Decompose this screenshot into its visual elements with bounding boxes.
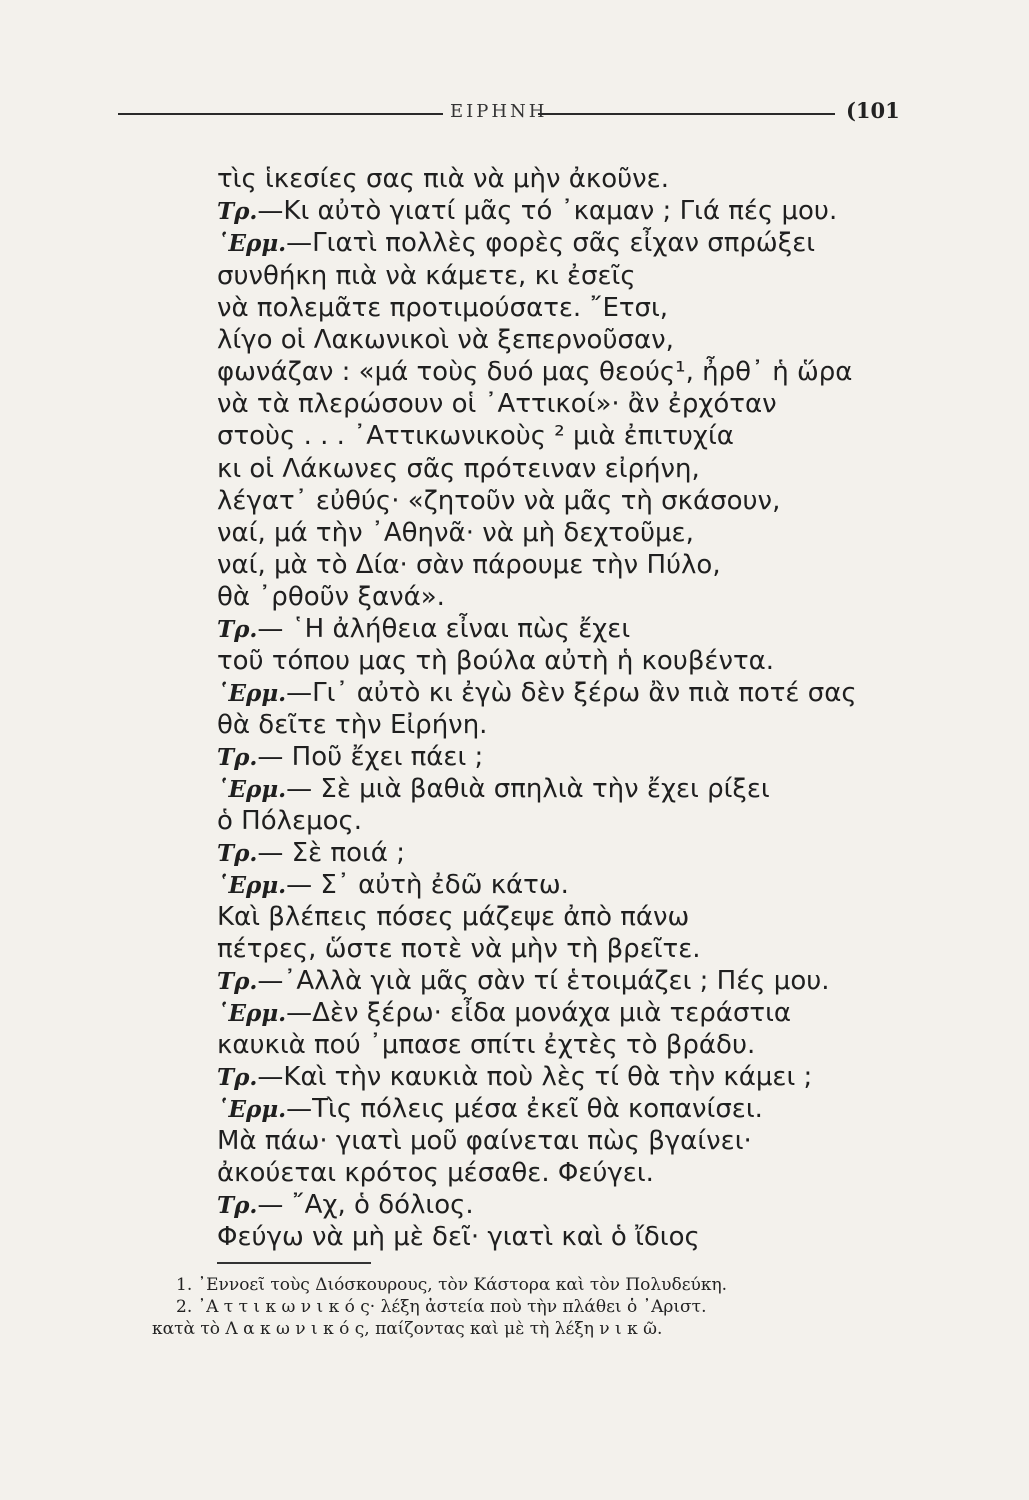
speaker-label: ῾Ερμ. bbox=[217, 1096, 287, 1123]
text-line bbox=[217, 870, 569, 901]
line-text: Καὶ βλέπεις πόσες μάζεψε ἀπὸ πάνω bbox=[217, 902, 690, 932]
line-text: πέτρες, ὥστε ποτὲ νὰ μὴν τὴ βρεῖτε. bbox=[217, 934, 701, 964]
text-line bbox=[217, 454, 700, 485]
line-text: — Ποῦ ἔχει πάει ; bbox=[257, 742, 484, 772]
text-line bbox=[217, 1094, 763, 1125]
line-text: ὁ Πόλεμος. bbox=[217, 806, 363, 836]
speaker-label: Τρ. bbox=[217, 744, 258, 771]
line-text: φωνάζαν : «μά τοὺς δυό μας θεούς¹, ἦρθ᾿ ἡ ὥρα bbox=[217, 357, 853, 387]
speaker-label: Τρ. bbox=[217, 840, 258, 867]
speaker-label: Τρ. bbox=[217, 616, 258, 643]
footnote-rule bbox=[217, 1262, 371, 1264]
line-text: στοὺς . . . ᾿Αττικωνικοὺς ² μιὰ ἐπιτυχία bbox=[217, 421, 734, 451]
line-text: θὰ δεῖτε τὴν Εἰρήνη. bbox=[217, 710, 488, 740]
text-line bbox=[217, 934, 701, 965]
speaker-label: ῾Ερμ. bbox=[217, 230, 287, 257]
line-text: ἀκούεται κρότος μέσαθε. Φεύγει. bbox=[217, 1158, 654, 1188]
text-line bbox=[217, 261, 636, 292]
text-line bbox=[217, 389, 777, 420]
text-line bbox=[217, 1158, 654, 1189]
footnote-2: 2. ᾿Α τ τ ι κ ω ν ι κ ό ς· λέξη ἀστεία ποὺ τὴν πλάθει ὁ ᾿Αριστ. bbox=[176, 1297, 707, 1317]
line-text: — Σ᾿ αὐτὴ ἐδῶ κάτω. bbox=[286, 870, 569, 900]
line-text: λέγατ᾿ εὐθύς· «ζητοῦν νὰ μᾶς τὴ σκάσουν, bbox=[217, 486, 781, 516]
text-line bbox=[217, 998, 791, 1029]
line-text: —Δὲν ξέρω· εἶδα μονάχα μιὰ τεράστια bbox=[286, 998, 792, 1028]
text-line bbox=[217, 518, 694, 549]
line-text: —Καὶ τὴν καυκιὰ ποὺ λὲς τί θὰ τὴν κάμει ; bbox=[257, 1062, 813, 1092]
running-title: ΕΙΡΗΝΗ bbox=[450, 101, 548, 122]
line-text: ναί, μὰ τὸ Δία· σὰν πάρουμε τὴν Πύλο, bbox=[217, 550, 721, 580]
line-text: νὰ τὰ πλερώσουν οἱ ᾿Αττικοί»· ἂν ἐρχόταν bbox=[217, 389, 777, 419]
speaker-label: ῾Ερμ. bbox=[217, 776, 287, 803]
line-text: — ῾Η ἀλήθεια εἶναι πὼς ἔχει bbox=[257, 614, 631, 644]
line-text: νὰ πολεμᾶτε προτιμούσατε. ῎Ετσι, bbox=[217, 293, 669, 323]
line-text: —Κι αὐτὸ γιατί μᾶς τό ᾿καμαν ; Γιά πές μου. bbox=[257, 196, 838, 226]
text-line bbox=[217, 1030, 755, 1061]
speaker-label: ῾Ερμ. bbox=[217, 680, 287, 707]
text-line bbox=[217, 678, 857, 709]
line-text: — Σὲ μιὰ βαθιὰ σπηλιὰ τὴν ἔχει ρίξει bbox=[286, 774, 770, 804]
line-text: —Γιατὶ πολλὲς φορὲς σᾶς εἶχαν σπρώξει bbox=[286, 228, 816, 258]
text-line bbox=[217, 357, 852, 388]
text-line bbox=[217, 421, 734, 452]
line-text: τὶς ἱκεσίες σας πιὰ νὰ μὴν ἀκοῦνε. bbox=[217, 164, 669, 194]
text-line bbox=[217, 1062, 812, 1093]
line-text: τοῦ τόπου μας τὴ βούλα αὐτὴ ἡ κουβέντα. bbox=[217, 646, 775, 676]
speaker-label: Τρ. bbox=[217, 1192, 258, 1219]
page-number: (101 bbox=[846, 98, 900, 123]
line-text: ναί, μά τὴν ᾿Αθηνᾶ· νὰ μὴ δεχτοῦμε, bbox=[217, 518, 694, 548]
text-line bbox=[217, 614, 630, 645]
line-text: —Τὶς πόλεις μέσα ἐκεῖ θὰ κοπανίσει. bbox=[286, 1094, 763, 1124]
line-text: —᾿Αλλὰ γιὰ μᾶς σὰν τί ἑτοιμάζει ; Πές μου. bbox=[257, 966, 830, 996]
text-line bbox=[217, 293, 668, 324]
line-text: —Γι᾿ αὐτὸ κι ἐγὼ δὲν ξέρω ἂν πιὰ ποτέ σας bbox=[286, 678, 857, 708]
footnote-1: 1. ᾿Εννοεῖ τοὺς Διόσκουρους, τὸν Κάστορα καὶ τὸν Πολυδεύκη. bbox=[176, 1275, 728, 1295]
text-line bbox=[217, 550, 721, 581]
line-text: κι οἱ Λάκωνες σᾶς πρότειναν εἰρήνη, bbox=[217, 454, 700, 484]
line-text: — ῎Αχ, ὁ δόλιος. bbox=[257, 1190, 474, 1220]
footnote-2-continued: κατὰ τὸ Λ α κ ω ν ι κ ό ς, παίζοντας καὶ μὲ τὴ λέξη ν ι κ ῶ. bbox=[152, 1319, 663, 1339]
text-line bbox=[217, 774, 770, 805]
text-line bbox=[217, 1190, 474, 1221]
text-line bbox=[217, 164, 669, 195]
line-text: Μὰ πάω· γιατὶ μοῦ φαίνεται πὼς βγαίνει· bbox=[217, 1126, 752, 1156]
text-line bbox=[217, 486, 780, 517]
line-text: καυκιὰ πού ᾿μπασε σπίτι ἐχτὲς τὸ βράδυ. bbox=[217, 1030, 756, 1060]
text-line bbox=[217, 228, 815, 259]
line-text: συνθήκη πιὰ νὰ κάμετε, κι ἐσεῖς bbox=[217, 261, 636, 291]
line-text: Φεύγω νὰ μὴ μὲ δεῖ· γιατὶ καὶ ὁ ἴδιος bbox=[217, 1222, 700, 1252]
line-text: — Σὲ ποιά ; bbox=[257, 838, 405, 868]
text-line bbox=[217, 1222, 700, 1253]
text-line bbox=[217, 742, 483, 773]
text-line bbox=[217, 966, 830, 997]
text-line bbox=[217, 325, 674, 356]
line-text: θὰ ᾿ρθοῦν ξανά». bbox=[217, 582, 445, 612]
speaker-label: Τρ. bbox=[217, 198, 258, 225]
text-line bbox=[217, 1126, 752, 1157]
speaker-label: ῾Ερμ. bbox=[217, 872, 287, 899]
text-line bbox=[217, 646, 774, 677]
text-line bbox=[217, 806, 362, 837]
text-line bbox=[217, 196, 837, 227]
text-line bbox=[217, 902, 689, 933]
text-line bbox=[217, 838, 405, 869]
speaker-label: Τρ. bbox=[217, 968, 258, 995]
line-text: λίγο οἱ Λακωνικοὶ νὰ ξεπερνοῦσαν, bbox=[217, 325, 674, 355]
text-line bbox=[217, 582, 445, 613]
header-rule-left bbox=[118, 113, 443, 115]
header-rule-right bbox=[538, 113, 835, 115]
speaker-label: Τρ. bbox=[217, 1064, 258, 1091]
speaker-label: ῾Ερμ. bbox=[217, 1000, 287, 1027]
text-line bbox=[217, 710, 487, 741]
